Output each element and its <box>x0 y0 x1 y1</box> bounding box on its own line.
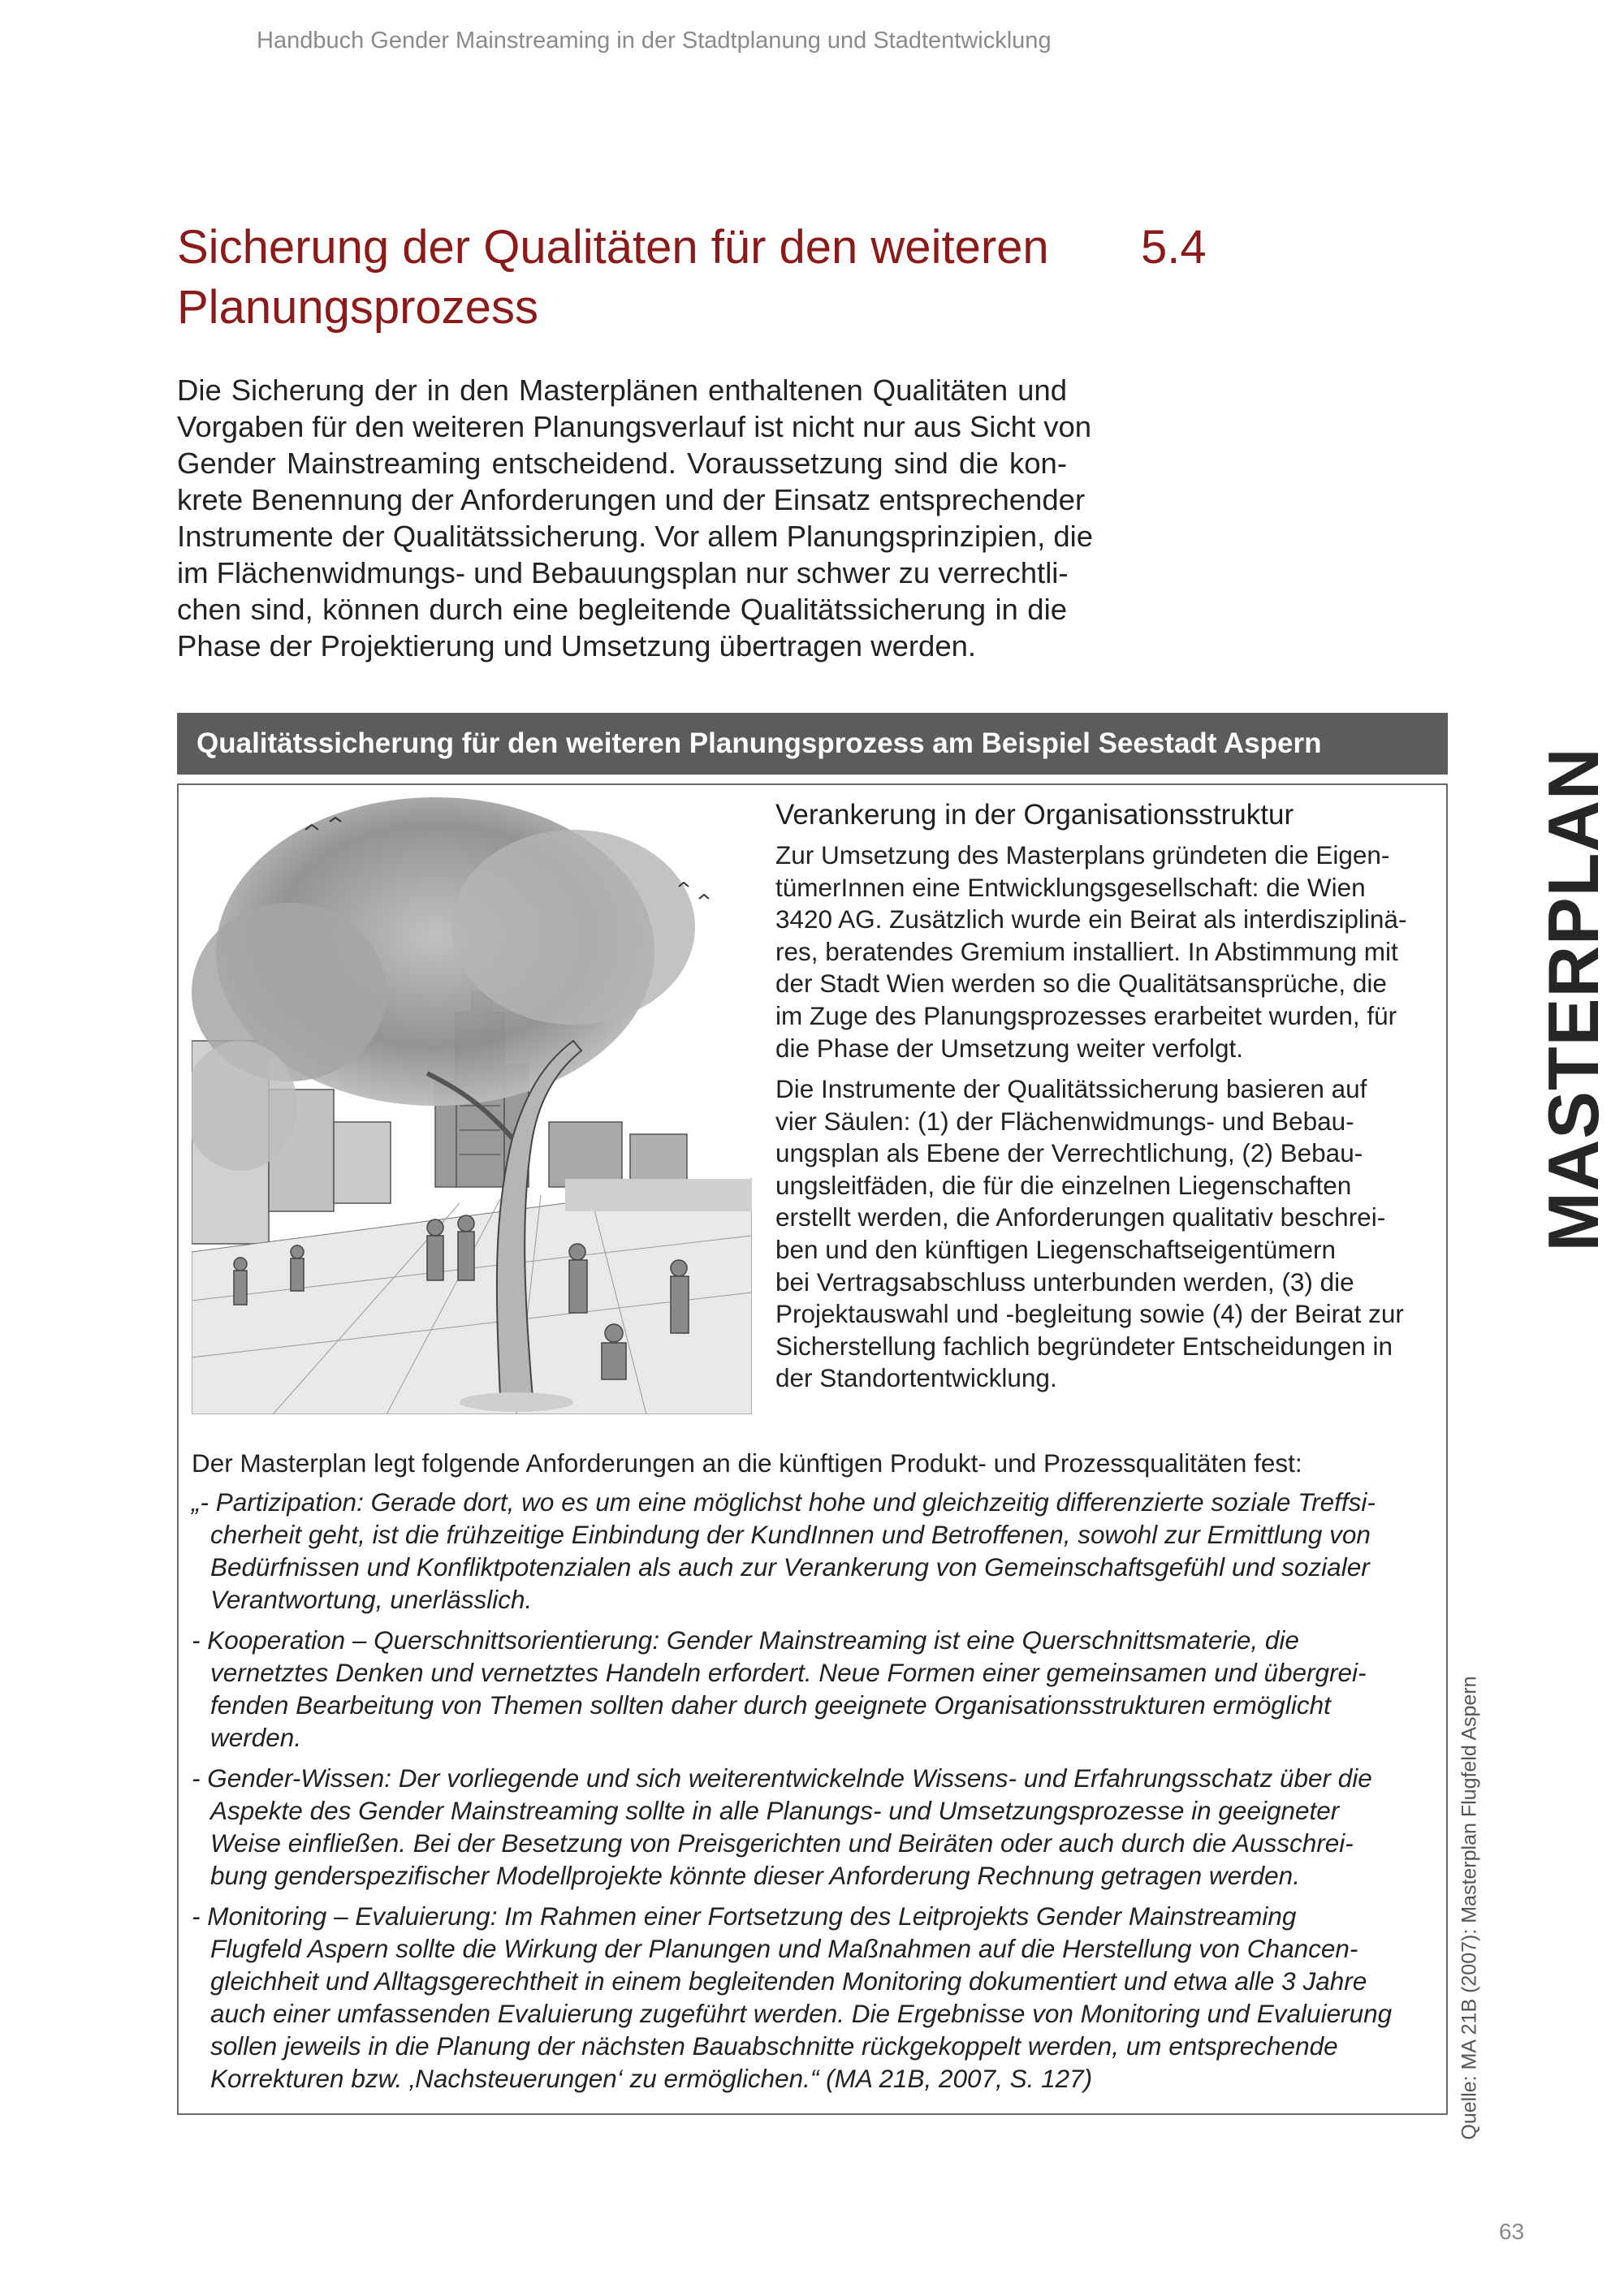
requirement-monitoring <box>192 1900 1434 2095</box>
req-line: - Monitoring – Evaluierung: Im Rahmen einer Fortsetzung des Leitprojekts Gender Mainstreaming <box>192 1901 1297 1931</box>
requirement-partizipation <box>192 1486 1434 1616</box>
organisation-paragraph <box>775 839 1425 1064</box>
req-line: auch einer umfassenden Evaluierung zugeführt werden. Die Ergebnisse von Monitoring und Evaluierung <box>210 1999 1393 2028</box>
req-line: „- Partizipation: Gerade dort, wo es um eine möglichst hohe und gleichzeitig differenzierte soziale Treffsi- <box>192 1487 1376 1517</box>
text-line: der Stadt Wien werden so die Qualitätsansprüche, die <box>775 969 1387 999</box>
intro-paragraph <box>177 372 1094 664</box>
side-section-title: MASTERPLAN <box>1533 747 1613 1252</box>
req-line: gleichheit und Alltagsgerechtheit in einem begleitenden Monitoring dokumentiert und etwa alle 3 Jahre <box>210 1966 1367 1996</box>
source-caption: Quelle: MA 21B (2007): Masterplan Flugfeld Aspern <box>1458 1676 1481 2140</box>
text-line: bei Vertragsabschluss unterbunden werden, (3) die <box>775 1267 1354 1297</box>
text-line: 3420 AG. Zusätzlich wurde ein Beirat als interdisziplinä- <box>775 904 1407 934</box>
box-header: Qualitätssicherung für den weiteren Planungsprozess am Beispiel Seestadt Aspern <box>177 713 1448 775</box>
req-line: - Kooperation – Querschnittsorientierung: Gender Mainstreaming ist eine Querschnittsmaterie, die <box>192 1625 1299 1655</box>
requirement-kooperation <box>192 1624 1434 1754</box>
req-line: bung genderspezifischer Modellprojekte könnte dieser Anforderung Rechnung getragen werden. <box>210 1861 1300 1890</box>
req-line: Verantwortung, unerlässlich. <box>210 1585 533 1614</box>
text-line: vier Säulen: (1) der Flächenwidmungs- und Bebau- <box>775 1106 1354 1136</box>
requirement-gender-wissen <box>192 1762 1434 1892</box>
text-line: Zur Umsetzung des Masterplans gründeten die Eigen- <box>775 840 1390 870</box>
req-line: Korrekturen bzw. ‚Nachsteuerungen‘ zu ermöglichen.“ (MA 21B, 2007, S. 127) <box>210 2064 1093 2093</box>
page-number: 63 <box>1499 2219 1525 2244</box>
requirements-lead: Der Masterplan legt folgende Anforderungen an die künftigen Produkt- und Prozessqualitäten fest: <box>192 1448 1302 1478</box>
req-line: werden. <box>210 1723 302 1752</box>
req-line: - Gender-Wissen: Der vorliegende und sich weiterentwickelnde Wissens- und Erfahrungsschatz über die <box>192 1763 1372 1793</box>
text-line: ungsleitfäden, die für die einzelnen Liegenschaften <box>775 1170 1352 1200</box>
req-line: vernetztes Denken und vernetztes Handeln erfordert. Neue Formen einer gemeinsamen und übergrei- <box>210 1658 1367 1687</box>
running-header: Handbuch Gender Mainstreaming in der Stadtplanung und Stadtentwicklung <box>257 28 1052 54</box>
chapter-title <box>177 218 1111 338</box>
intro-line: chen sind, können durch eine begleitende Qualitätssicherung in die <box>177 593 1067 626</box>
text-line: ungsplan als Ebene der Verrechtlichung, (2) Bebau- <box>775 1138 1363 1168</box>
intro-line: Instrumente der Qualitätssicherung. Vor allem Planungsprinzipien, die <box>177 520 1094 553</box>
intro-line: Die Sicherung der in den Masterplänen enthaltenen Qualitäten und <box>177 373 1067 407</box>
chapter-title-line: Planungsprozess <box>177 281 538 334</box>
column-heading: Verankerung in der Organisationsstruktur <box>775 799 1294 831</box>
section-number: 5.4 <box>1141 221 1207 274</box>
req-line: sollen jeweils in die Planung der nächsten Bauabschnitte rückgekoppelt werden, um entsprechende <box>210 2031 1338 2061</box>
text-line: Projektauswahl und -begleitung sowie (4) der Beirat zur <box>775 1299 1404 1329</box>
req-line: Weise einfließen. Bei der Besetzung von Preisgerichten und Beiräten oder auch durch die Ausschrei- <box>210 1828 1354 1858</box>
req-line: Aspekte des Gender Mainstreaming sollte in alle Planungs- und Umsetzungsprozesse in geeigneter <box>210 1796 1340 1825</box>
requirements-list <box>192 1486 1434 2103</box>
intro-line: Phase der Projektierung und Umsetzung übertragen werden. <box>177 629 977 662</box>
req-line: Bedürfnissen und Konfliktpotenzialen als auch zur Verankerung von Gemeinschaftsgefühl und sozialer <box>210 1552 1370 1582</box>
text-line: Die Instrumente der Qualitätssicherung basieren auf <box>775 1074 1367 1103</box>
text-line: erstellt werden, die Anforderungen qualitativ beschrei- <box>775 1202 1386 1232</box>
chapter-title-line: Sicherung der Qualitäten für den weiteren <box>177 221 1049 274</box>
intro-line: krete Benennung der Anforderungen und der Einsatz entsprechender <box>177 483 1086 516</box>
text-line: im Zuge des Planungsprozesses erarbeitet wurden, für <box>775 1000 1397 1030</box>
text-line: Sicherstellung fachlich begründeter Entscheidungen in <box>775 1331 1393 1361</box>
intro-line: Vorgaben für den weiteren Planungsverlauf ist nicht nur aus Sicht von <box>177 410 1092 443</box>
text-line: tümerInnen eine Entwicklungsgesellschaft: die Wien <box>775 872 1366 902</box>
text-line: der Standortentwicklung. <box>775 1363 1057 1393</box>
req-line: fenden Bearbeitung von Themen sollten daher durch geeignete Organisationsstrukturen ermöglicht <box>210 1690 1331 1720</box>
req-line: cherheit geht, ist die frühzeitige Einbindung der KundInnen und Betroffenen, sowohl zur Ermittlung von <box>210 1520 1371 1549</box>
instruments-paragraph <box>775 1073 1425 1395</box>
req-line: Flugfeld Aspern sollte die Wirkung der Planungen und Maßnahmen auf die Herstellung von Chancen- <box>210 1934 1358 1963</box>
intro-line: Gender Mainstreaming entscheidend. Voraussetzung sind die kon- <box>177 447 1067 480</box>
text-line: ben und den künftigen Liegenschaftseigentümern <box>775 1234 1337 1264</box>
intro-line: im Flächenwidmungs- und Bebauungsplan nur schwer zu verrechtli- <box>177 556 1069 589</box>
illustration-sketch <box>192 797 752 1414</box>
text-line: die Phase der Umsetzung weiter verfolgt. <box>775 1033 1244 1063</box>
text-line: res, beratendes Gremium installiert. In Abstimmung mit <box>775 936 1398 966</box>
